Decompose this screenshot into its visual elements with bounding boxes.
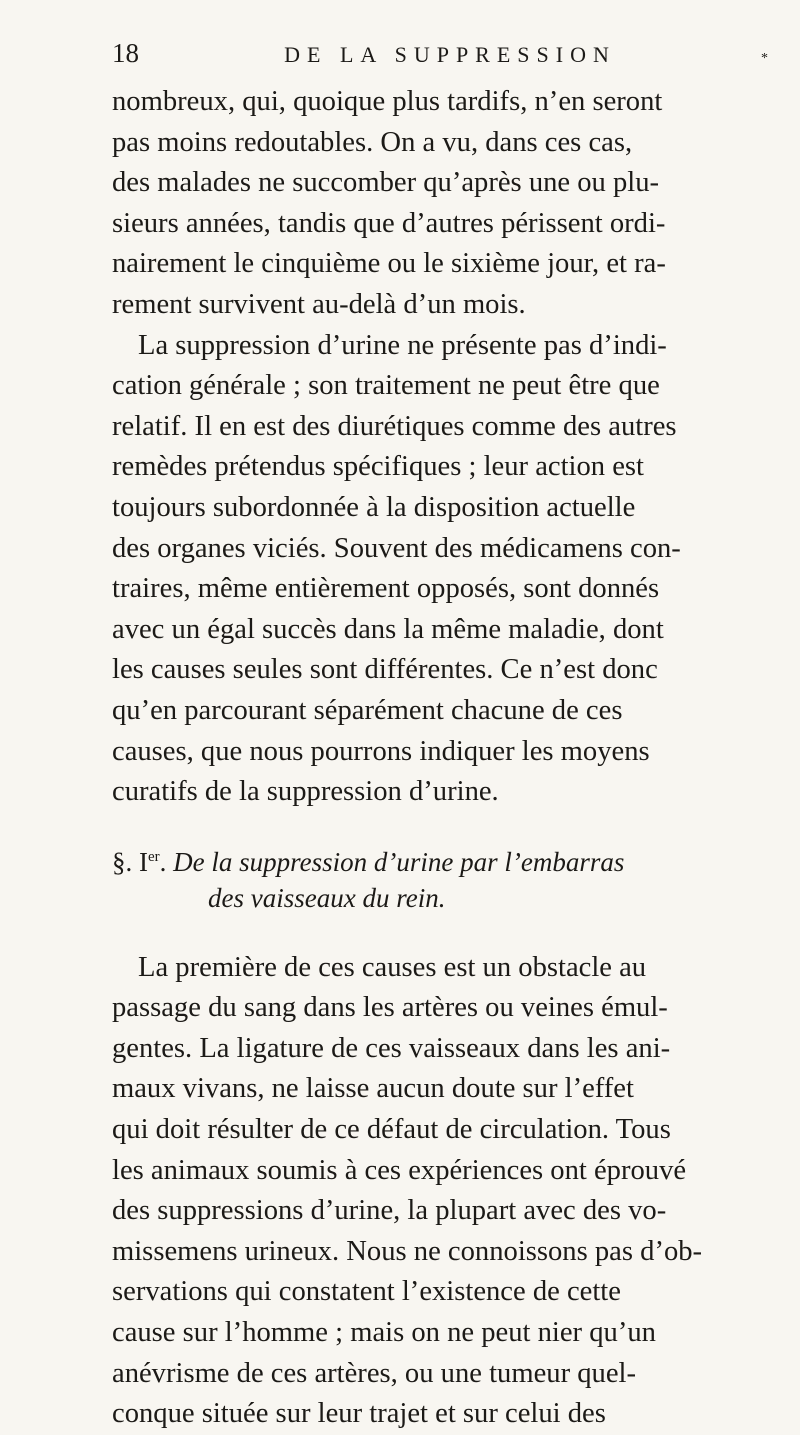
text-line: sieurs années, tandis que d’autres périssent ordi- bbox=[112, 207, 666, 239]
text-line: cation générale ; son traitement ne peut être que bbox=[112, 370, 660, 402]
text-line: La première de ces causes est un obstacle au bbox=[138, 951, 647, 983]
text-line: relatif. Il en est des diurétiques comme des autres bbox=[112, 410, 677, 442]
text-line: remèdes prétendus spécifiques ; leur action est bbox=[112, 451, 644, 483]
section-heading bbox=[112, 839, 782, 916]
text-line: conque située sur leur trajet et sur celui des bbox=[112, 1398, 606, 1430]
text-line: des organes viciés. Souvent des médicamens con- bbox=[112, 532, 681, 564]
text-line: toujours subordonnée à la disposition actuelle bbox=[112, 491, 636, 523]
section-number: Ier. bbox=[139, 846, 167, 877]
paragraph-1 bbox=[112, 82, 782, 326]
text-line: qu’en parcourant séparément chacune de ces bbox=[112, 694, 623, 726]
text-line: curatifs de la suppression d’urine. bbox=[112, 776, 499, 808]
text-line: avec un égal succès dans la même maladie, dont bbox=[112, 613, 664, 645]
section-mark: §. bbox=[112, 846, 133, 877]
page-header bbox=[112, 38, 782, 74]
running-title: DE LA SUPPRESSION bbox=[284, 42, 616, 67]
text-line: traires, même entièrement opposés, sont donnés bbox=[112, 573, 660, 605]
text-line: La suppression d’urine ne présente pas d’indi- bbox=[138, 329, 667, 361]
section-number-main: I bbox=[139, 846, 148, 877]
text-line: nairement le cinquième ou le sixième jour, et ra- bbox=[112, 248, 666, 280]
header-ornament: * bbox=[761, 51, 768, 66]
page-number: 18 bbox=[112, 38, 139, 68]
text-line: missemens urineux. Nous ne connoissons pas d’ob- bbox=[112, 1235, 703, 1267]
text-line: nombreux, qui, quoique plus tardifs, n’en seront bbox=[112, 86, 663, 117]
section-heading-line-1 bbox=[112, 839, 782, 880]
text-line: les animaux soumis à ces expériences ont éprouvé bbox=[112, 1154, 687, 1186]
text-line: rement survivent au-delà d’un mois. bbox=[112, 288, 526, 320]
text-line: gentes. La ligature de ces vaisseaux dans les ani- bbox=[112, 1032, 671, 1064]
text-line: des suppressions d’urine, la plupart avec des vo- bbox=[112, 1195, 667, 1227]
section-number-sup: er bbox=[148, 848, 160, 865]
book-page bbox=[112, 38, 782, 1435]
text-line: servations qui constatent l’existence de cette bbox=[112, 1276, 621, 1308]
text-line: anévrisme de ces artères, ou une tumeur quel- bbox=[112, 1357, 636, 1389]
paragraph-2 bbox=[112, 326, 782, 813]
text-line: pas moins redoutables. On a vu, dans ces cas, bbox=[112, 126, 633, 158]
text-line: des malades ne succomber qu’après une ou plu- bbox=[112, 167, 660, 199]
text-line: passage du sang dans les artères ou veines émul- bbox=[112, 992, 668, 1024]
section-title-line-2: des vaisseaux du rein. bbox=[208, 882, 446, 913]
section-title-line-1: De la suppression d’urine par l’embarras bbox=[173, 846, 625, 877]
text-line: qui doit résulter de ce défaut de circulation. Tous bbox=[112, 1114, 671, 1146]
text-line: cause sur l’homme ; mais on ne peut nier qu’un bbox=[112, 1317, 656, 1349]
text-line: maux vivans, ne laisse aucun doute sur l’effet bbox=[112, 1073, 634, 1105]
paragraph-3 bbox=[112, 948, 782, 1435]
text-line: causes, que nous pourrons indiquer les moyens bbox=[112, 735, 650, 767]
text-line: les causes seules sont différentes. Ce n’est donc bbox=[112, 654, 658, 686]
